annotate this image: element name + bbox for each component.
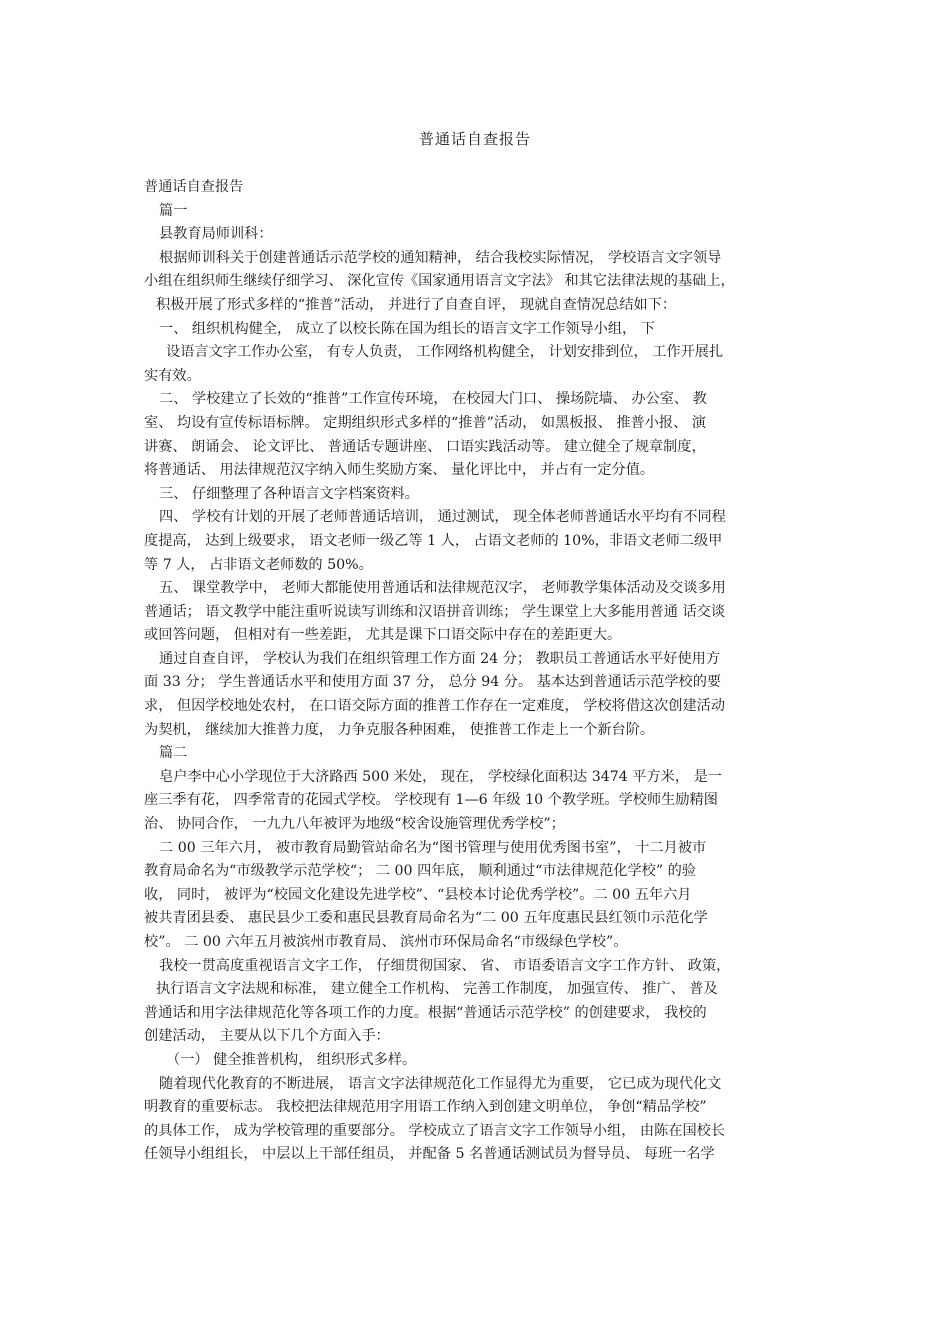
text-line: 普通话自查报告 xyxy=(144,179,244,195)
text-line: 等 7 人， 占非语文老师数的 50%。 xyxy=(144,556,373,573)
text-line: 三、 仔细整理了各种语言文字档案资料。 xyxy=(159,485,419,502)
text-line: 教育局命名为“市级教学示范学校“； 二 00 四年底， 顺利通过“市法律规范化学校” 的验 xyxy=(144,863,696,880)
text-line: 四、 学校有计划的开展了老师普通话培训， 通过测试， 现全体老师普通话水平均有不同程 xyxy=(159,509,726,526)
text-line: 根据师训科关于创建普通话示范学校的通知精神， 结合我校实际情况， 学校语言文字领导 xyxy=(159,249,722,266)
text-line: 为契机， 继续加大推普力度， 力争克服各种困难， 使推普工作走上一个新台阶。 xyxy=(144,721,655,738)
text-line: 县教育局师训科： xyxy=(159,226,273,243)
text-line: 讲赛、 朗诵会、 论文评比、 普通话专题讲座、 口语实践活动等。 建立健全了规章制度， xyxy=(144,438,706,455)
text-line: 五、 课堂教学中， 老师大都能使用普通话和法律规范汉字， 老师教学集体活动及交谈多用 xyxy=(159,580,726,597)
text-line: 明教育的重要标志。 我校把法律规范用字用语工作纳入到创建文明单位， 争创“精品学校” xyxy=(144,1099,707,1116)
document-body xyxy=(144,176,809,1167)
text-line: 我校一贯高度重视语言文字工作， 仔细贯彻国家、 省、 市语委语言文字工作方针、 政策， xyxy=(159,957,731,974)
text-line: 治、 协同合作， 一九九八年被评为地级“校舍设施管理优秀学校”； xyxy=(144,816,565,833)
text-line: 普通话； 语文教学中能注重听说读写训练和汉语拼音训练； 学生课堂上大多能用普通 话交谈 xyxy=(144,603,726,620)
page-title: 普通话自查报告 xyxy=(418,130,531,148)
text-line: 创建活动， 主要从以下几个方面入手： xyxy=(144,1028,390,1045)
text-line: 室、 均设有宣传标语标牌。 定期组织形式多样的“推普”活动， 如黑板报、 推普小报、 演 xyxy=(144,414,706,431)
text-line: 随着现代化教育的不断进展， 语言文字法律规范化工作显得尤为重要， 它已成为现代化文 xyxy=(159,1075,722,1092)
text-line: 通过自查自评， 学校认为我们在组织管理工作方面 24 分； 教职员工普通话水平好使用方 xyxy=(159,650,721,667)
text-line: 执行语言文字法规和标准， 建立健全工作机构、 完善工作制度， 加强宣传、 推广、 普及 xyxy=(156,981,718,998)
text-line: 普通话和用字法律规范化等各项工作的力度。根据“普通话示范学校” 的创建要求， 我校的 xyxy=(144,1004,707,1021)
text-line: （一） 健全推普机构， 组织形式多样。 xyxy=(166,1051,417,1068)
text-line: 积极开展了形式多样的“推普”活动， 并进行了自查自评， 现就自查情况总结如下： xyxy=(156,296,677,313)
text-line: 篇二 xyxy=(159,745,188,762)
text-line: 设语言文字工作办公室， 有专人负责， 工作网络机构健全， 计划安排到位， 工作开展扎 xyxy=(166,344,724,361)
text-line: 面 33 分； 学生普通话水平和使用方面 37 分， 总分 94 分。 基本达到普通话示范学校的要 xyxy=(144,674,722,691)
text-line: 篇一 xyxy=(159,202,188,219)
text-line: 一、 组织机构健全， 成立了以校长陈在国为组长的语言文字工作领导小组， 下 xyxy=(159,320,655,337)
text-line: 小组在组织师生继续仔细学习、 深化宣传《国家通用语言文字法》 和其它法律法规的基础上， xyxy=(144,273,735,290)
text-line: 校”。 二 00 六年五月被滨州市教育局、 滨州市环保局命名“市级绿色学校”。 xyxy=(144,934,628,950)
text-line: 或回答问题， 但相对有一些差距， 尤其是课下口语交际中存在的差距更大。 xyxy=(144,627,622,644)
text-line: 实有效。 xyxy=(144,367,201,384)
text-line: 被共青团县委、 惠民县少工委和惠民县教育局命名为“二 00 五年度惠民县红领巾示范化学 xyxy=(144,910,708,927)
text-line: 将普通话、 用法律规范汉字纳入师生奖励方案、 量化评比中， 并占有一定分值。 xyxy=(144,462,655,479)
text-line: 任领导小组组长， 中层以上干部任组员， 并配备 5 名普通话测试员为督导员、 每班一名学 xyxy=(144,1146,715,1163)
text-line: 的具体工作， 成为学校管理的重要部分。 学校成立了语言文字工作领导小组， 由陈在国校长 xyxy=(144,1122,726,1139)
text-line: 二 00 三年六月， 被市教育局勤管站命名为“图书管理与使用优秀图书室”， 十二月被市 xyxy=(159,839,707,856)
text-line: 二、 学校建立了长效的“推普”工作宣传环境， 在校园大门口、 操场院墙、 办公室、 教 xyxy=(159,391,707,408)
text-line: 收， 同时， 被评为“校园文化建设先进学校”、“县校本讨论优秀学校”。二 00 五年六月 xyxy=(144,886,692,903)
text-line: 皂户李中心小学现位于大济路西 500 米处， 现在， 学校绿化面积达 3474 平方米， 是一 xyxy=(159,768,722,785)
text-line: 度提高， 达到上级要求， 语文老师一级乙等 1 人， 占语文老师的 10%，非语文老师二级甲 xyxy=(144,532,723,549)
text-line: 求， 但因学校地处农村， 在口语交际方面的推普工作存在一定难度， 学校将借这次创建活动 xyxy=(144,698,726,715)
text-line: 座三季有花， 四季常青的花园式学校。 学校现有 1—6 年级 10 个教学班。学校师生励精图 xyxy=(144,792,718,809)
